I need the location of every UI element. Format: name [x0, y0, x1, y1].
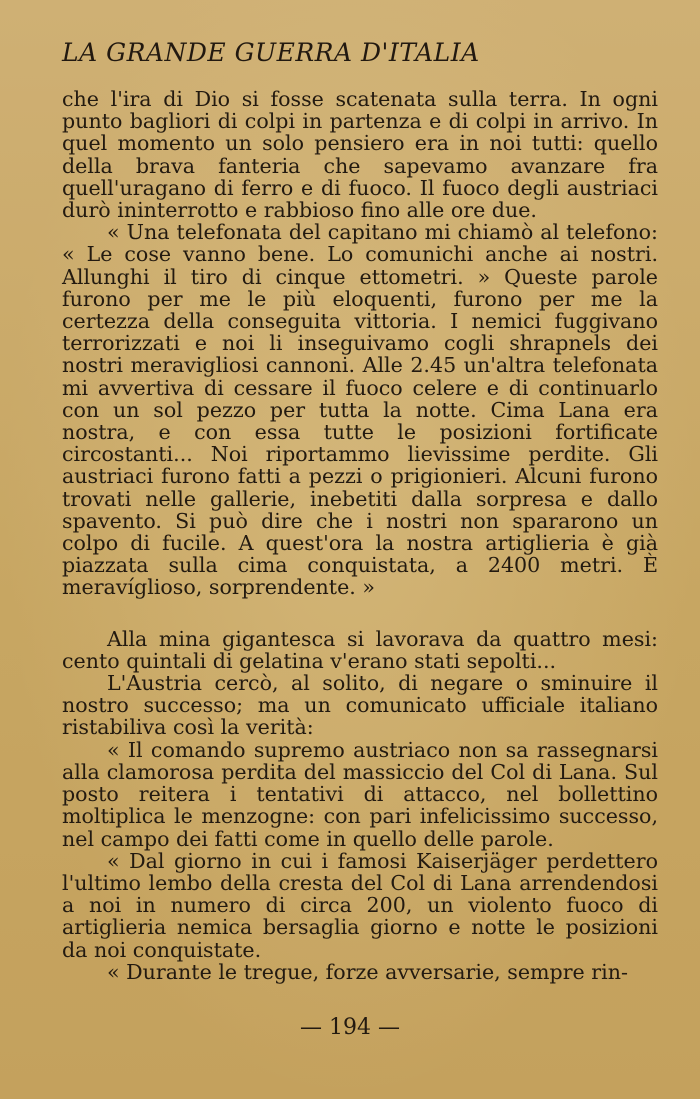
paragraph: « Dal giorno in cui i famosi Kaiserjäger perdettero l'ultimo lembo della cresta del Col di Lana arrendendosi a noi in numero di circa 200, un violento fuoco di artiglieria nemica bersaglia giorno e notte le posizioni da noi conquistate.	[62, 848, 658, 962]
body-text	[62, 88, 658, 983]
section-break	[62, 599, 658, 628]
paragraph: che l'ira di Dio si fosse scatenata sulla terra. In ogni punto bagliori di colpi in partenza e di colpi in arrivo. In quel momento un solo pensiero era in noi tutti: quello della brava fanteria che sapevamo avanzare fra quell'uragano di ferro e di fuoco. Il fuoco degli austriaci durò ininterrotto e rabbioso fino alle ore due.	[62, 87, 658, 223]
paragraph: Alla mina gigantesca si lavorava da quattro mesi: cento quintali di gelatina v'erano stati sepolti...	[62, 626, 658, 673]
running-title: LA GRANDE GUERRA D'ITALIA	[62, 38, 480, 67]
paragraph: « Il comando supremo austriaco non sa rassegnarsi alla clamorosa perdita del massiccio del Col di Lana. Sul posto reitera i tentativi di attacco, nel bollettino moltiplica le menzogne: con pari infelicissimo successo, nel campo dei fatti come in quello delle parole.	[62, 737, 658, 851]
paragraph: « Durante le tregue, forze avversarie, sempre rin-	[107, 959, 628, 984]
page-number: — 194 —	[300, 1015, 400, 1040]
paragraph: L'Austria cercò, al solito, di negare o sminuire il nostro successo; ma un comunicato ufficiale italiano ristabiliva così la verità:	[62, 671, 658, 740]
paragraph: « Una telefonata del capitano mi chiamò al telefono: « Le cose vanno bene. Lo comunichi anche ai nostri. Allunghi il tiro di cinque ettometri. » Queste parole furono per me le più eloquenti, furono per me la certezza della conseguita vittoria. I nemici fuggivano terrorizzati e noi li inseguivamo cogli shrapnels dei nostri meravigliosi cannoni. Alle 2.45 un'altra telefonata mi avvertiva di cessare il fuoco celere e di continuarlo con un sol pezzo per tutta la notte. Cima Lana era nostra, e con essa tutte le posizioni fortificate circostanti... Noi riportammo lievissime perdite. Gli austriaci furono fatti a pezzi o prigionieri. Alcuni furono trovati nelle gallerie, inebetiti dalla sorpresa e dallo spavento. Si può dire che i nostri non spararono un colpo di fucile. A quest'ora la nostra artiglieria è già piazzata sulla cima conquistata, a 2400 metri. È meravíglioso, sorprendente. »	[62, 220, 658, 600]
